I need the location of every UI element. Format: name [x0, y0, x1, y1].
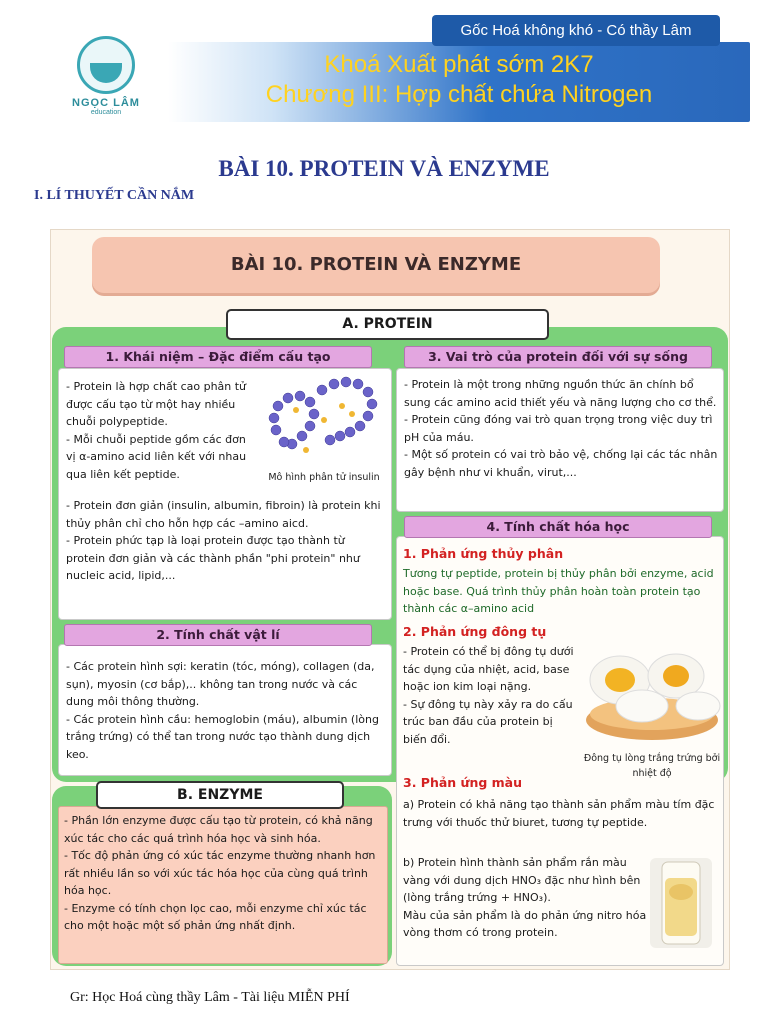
- infographic-title: BÀI 10. PROTEIN VÀ ENZYME: [92, 237, 660, 293]
- tagline: Gốc Hoá không khó - Có thầy Lâm: [432, 15, 720, 46]
- physical-pill: 2. Tính chất vật lí: [64, 624, 372, 646]
- brand-sub: education: [90, 109, 122, 116]
- role-p2: - Protein cũng đóng vai trò quan trọng trong việc duy trì pH của máu.: [404, 413, 713, 444]
- physical-p1: - Các protein hình sợi: keratin (tóc, móng), collagen (da, sụn), myosin (cơ bắp),.. không tan trong nước và các dung môi thông thường.: [66, 660, 375, 708]
- color-reaction-a: a) Protein có khả năng tạo thành sản phẩm màu tím đặc trưng với thuốc thử biuret, tương tự peptide.: [403, 798, 715, 829]
- coagulation-p1: - Protein có thể bị đông tụ dưới tác dụng của nhiệt, acid, base hoặc ion kim loại nặng.: [403, 645, 574, 693]
- enzyme-p3: - Enzyme có tính chọn lọc cao, mỗi enzyme chỉ xúc tác cho một hoặc một số phản ứng nhất định.: [64, 901, 367, 932]
- chemical-pill: 4. Tính chất hóa học: [404, 516, 712, 538]
- course-line-2: Chương III: Hợp chất chứa Nitrogen: [265, 81, 653, 108]
- coagulation-title: 2. Phản ứng đông tụ: [403, 624, 547, 639]
- insulin-caption: Mô hình phân tử insulin: [268, 472, 380, 483]
- brand-logo: [60, 36, 152, 122]
- physical-p2: - Các protein hình cầu: hemoglobin (máu), albumin (lòng trắng trứng) có thể tan trong nước tạo thành dung dịch keo.: [66, 712, 379, 761]
- concept-text-bottom: [66, 497, 386, 585]
- enzyme-heading: B. ENZYME: [96, 781, 344, 809]
- concept-text-top: [66, 378, 256, 483]
- color-reaction-c: Màu của sản phẩm là do phản ứng nitro hóa vòng thơm có trong protein.: [403, 908, 647, 939]
- hydrolysis-title: 1. Phản ứng thủy phân: [403, 546, 564, 561]
- color-reaction-b-text: [403, 854, 647, 942]
- concept-p3: - Protein đơn giản (insulin, albumin, fibroin) là protein khi thủy phân chỉ cho hỗn hợp các –amino aicd.: [66, 499, 381, 530]
- flask-icon: [77, 36, 135, 94]
- concept-p2: - Mỗi chuỗi peptide gồm các đơn vị α-amino acid liên kết với nhau qua liên kết peptide.: [66, 432, 247, 481]
- protein-heading: A. PROTEIN: [226, 309, 549, 340]
- coagulation-p2: - Sự đông tụ này xảy ra do cấu trúc ban đầu của protein bị biến đổi.: [403, 697, 573, 746]
- test-tube-image: [650, 858, 712, 948]
- page-title: BÀI 10. PROTEIN VÀ ENZYME: [218, 156, 550, 181]
- section-title: I. LÍ THUYẾT CẦN NẮM: [34, 188, 195, 203]
- insulin-model-image: [262, 370, 386, 470]
- hydrolysis-text: Tương tự peptide, protein bị thủy phân bởi enzyme, acid hoặc base. Quá trình thủy phân hoàn toàn protein tạo thành các α–amino acid: [403, 567, 714, 615]
- concept-p1: - Protein là hợp chất cao phân tử được cấu tạo từ một hay nhiều chuỗi polypeptide.: [66, 380, 247, 428]
- role-pill: 3. Vai trò của protein đối với sự sống: [404, 346, 712, 368]
- footer-text: Gr: Học Hoá cùng thầy Lâm - Tài liệu MIỄN PHÍ: [70, 990, 350, 1005]
- color-reaction-title: 3. Phản ứng màu: [403, 775, 523, 790]
- color-reaction-b: b) Protein hình thành sản phẩm rắn màu vàng với dung dịch HNO₃ đặc như hình bên (lòng trắng trứng + HNO₃).: [403, 856, 641, 904]
- concept-p4: - Protein phức tạp là loại protein được tạo thành từ protein đơn giản và các thành phần "phi protein" như nucleic acid, lipid,...: [66, 534, 360, 582]
- course-line-1: Khoá Xuất phát sớm 2K7: [324, 51, 594, 78]
- role-p3: - Một số protein có vai trò bảo vệ, chống lại các tác nhân gây bệnh như vi khuẩn, virut,...: [404, 448, 718, 479]
- enzyme-p2: - Tốc độ phản ứng có xúc tác enzyme thường nhanh hơn rất nhiều lần so với xúc tác hóa học của cùng quá trình hóa học.: [64, 849, 376, 897]
- boiled-egg-image: [580, 640, 724, 746]
- coagulation-text: [403, 643, 575, 748]
- enzyme-text: [64, 812, 384, 935]
- brand-name: NGỌC LÂM: [72, 97, 140, 109]
- course-banner: [168, 42, 750, 122]
- role-p1: - Protein là một trong những nguồn thức ăn chính bổ sung các amino acid thiết yếu và năng lượng cho cơ thể.: [404, 378, 717, 409]
- egg-caption: Đông tụ lòng trắng trứng bởi nhiệt độ: [583, 753, 721, 779]
- role-text: [404, 376, 718, 481]
- physical-text: [66, 658, 386, 763]
- concept-pill: 1. Khái niệm – Đặc điểm cấu tạo: [64, 346, 372, 368]
- enzyme-p1: - Phần lớn enzyme được cấu tạo từ protein, có khả năng xúc tác cho các quá trình hóa học và sinh hóa.: [64, 814, 373, 845]
